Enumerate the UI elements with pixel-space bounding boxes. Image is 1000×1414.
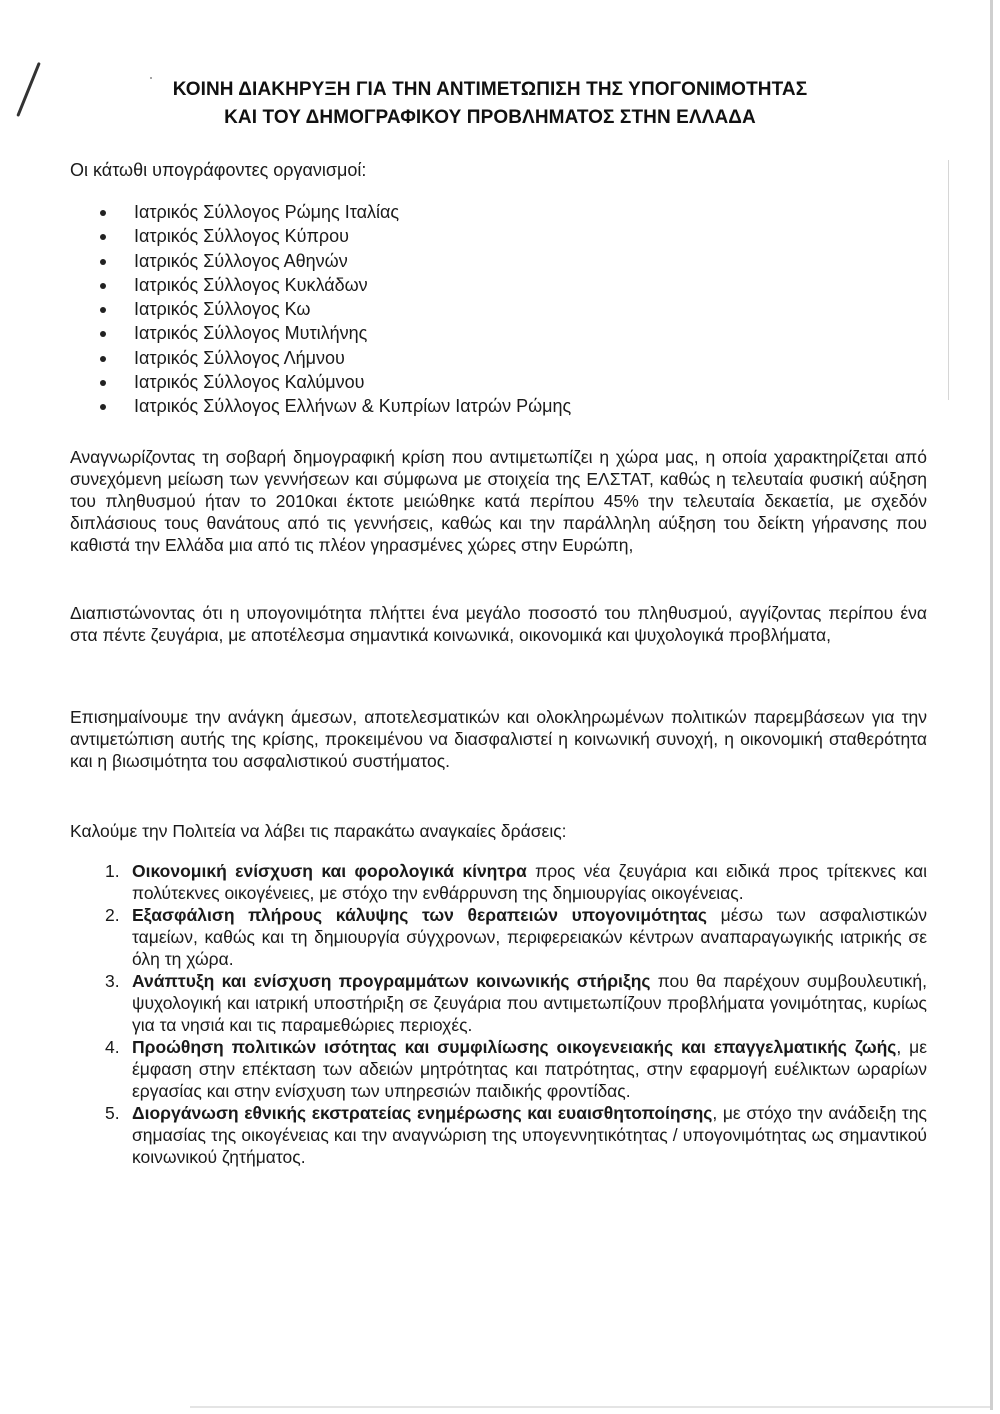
bullet-icon: [100, 356, 106, 362]
organization-item: [92, 297, 571, 321]
organization-item: [92, 200, 571, 224]
bullet-icon: [100, 331, 106, 337]
organization-name: Ιατρικός Σύλλογος Μυτιλήνης: [134, 323, 368, 344]
action-text: , με έμφαση στην επέκταση των αδειών μητρότητας και πατρότητας, στην εφαρμογή ευέλικτων ωραρίων εργασίας και στην ενίσχυση των υπηρεσιών παιδικής φροντίδας.: [132, 1037, 928, 1101]
action-text: που θα παρέχουν συμβουλευτική, ψυχολογική και ιατρική υποστήριξη σε ζευγάρια που αντιμετωπίζουν προβλήματα γονιμότητας, κυρίως για τα νησιά και τις παραμεθώριες περιοχές.: [132, 971, 927, 1035]
actions-list: [100, 860, 927, 1168]
paragraph-emphasizing: Επισημαίνουμε την ανάγκη άμεσων, αποτελεσματικών και ολοκληρωμένων πολιτικών παρεμβάσεων για την αντιμετώπιση αυτής της κρίσης, προκειμένου να διασφαλιστεί η κοινωνική συνοχή, η οικονομική σταθερότητα και η βιωσιμότητα του ασφαλιστικού συστήματος.: [70, 707, 927, 771]
action-item: [100, 1036, 927, 1102]
action-number: 3.: [105, 971, 120, 991]
organization-name: Ιατρικός Σύλλογος Λήμνου: [134, 347, 345, 368]
scan-bottom-edge: [190, 1406, 990, 1408]
scan-artifact-line: [948, 160, 949, 400]
action-title: Προώθηση πολιτικών ισότητας και συμφιλίωσης οικογενειακής και επαγγελματικής ζωής: [132, 1037, 897, 1057]
organization-item: [92, 321, 571, 345]
bullet-icon: [100, 380, 106, 386]
action-text: προς νέα ζευγάρια και ειδικά προς τρίτεκνες και πολύτεκνες οικογένειες, με στόχο την ενθάρρυνση της δημιουργίας οικογένειας.: [132, 861, 927, 903]
organization-item: [92, 370, 571, 394]
document-title: [145, 76, 835, 132]
organization-name: Ιατρικός Σύλλογος Ρώμης Ιταλίας: [134, 202, 400, 222]
organization-item: [92, 224, 571, 248]
paragraph-call-to-action: Καλούμε την Πολιτεία να λάβει τις παρακάτω αναγκαίες δράσεις:: [70, 821, 567, 841]
action-item: [100, 904, 927, 970]
bullet-icon: [100, 404, 106, 410]
action-text: μέσω των ασφαλιστικών ταμείων, καθώς και τη δημιουργία σύγχρονων, περιφερειακών κέντρων αναπαραγωγικής ιατρικής σε όλη τη χώρα.: [132, 905, 927, 969]
organization-item: [92, 273, 571, 297]
action-title: Ανάπτυξη και ενίσχυση προγραμμάτων κοινωνικής στήριξης: [132, 971, 651, 991]
organization-name: Ιατρικός Σύλλογος Κω: [134, 299, 311, 320]
action-item: [100, 970, 927, 1036]
action-title: Εξασφάλιση πλήρους κάλυψης των θεραπειών υπογονιμότητας: [132, 905, 708, 925]
action-number: 5.: [105, 1103, 120, 1123]
organization-name: Ιατρικός Σύλλογος Καλύμνου: [134, 372, 365, 393]
organization-item: [92, 249, 571, 273]
paragraph-recognizing: Αναγνωρίζοντας τη σοβαρή δημογραφική κρίση που αντιμετωπίζει η χώρα μας, η οποία χαρακτηρίζεται από συνεχόμενη μείωση των γεννήσεων και σύμφωνα με στοιχεία της ΕΛΣΤΑΤ, καθώς η τελευταία φυσική αύξηση του πληθυσμού ήταν το 2010και έκτοτε μειώθηκε κατά περίπου 45% την τελευταία δεκαετία, με σχεδόν διπλάσιους τους θανάτους από τις γεννήσεις, καθώς και την παράλληλη αύξηση του δείκτη γήρανσης που καθιστά την Ελλάδα μια από τις πλέον γηρασμένες χώρες στην Ευρώπη,: [70, 447, 927, 555]
action-number: 4.: [105, 1037, 120, 1057]
bullet-icon: [100, 210, 106, 216]
intro-text: Οι κάτωθι υπογράφοντες οργανισμοί:: [70, 160, 367, 180]
title-line-1: ΚΟΙΝΗ ΔΙΑΚΗΡΥΞΗ ΓΙΑ ΤΗΝ ΑΝΤΙΜΕΤΩΠΙΣΗ ΤΗΣ ΥΠΟΓΟΝΙΜΟΤΗΤΑΣ: [172, 79, 808, 100]
organization-name: Ιατρικός Σύλλογος Ελλήνων & Κυπρίων Ιατρών Ρώμης: [134, 396, 572, 417]
action-number: 1.: [105, 861, 120, 881]
bullet-icon: [100, 259, 106, 265]
bullet-icon: [100, 307, 106, 313]
action-item: [100, 1102, 927, 1168]
organizations-list: [92, 200, 571, 419]
handwritten-slash-mark: [16, 62, 41, 117]
organization-name: Ιατρικός Σύλλογος Κυκλάδων: [134, 274, 368, 295]
organization-name: Ιατρικός Σύλλογος Κύπρου: [134, 226, 349, 247]
action-number: 2.: [105, 905, 120, 925]
action-title: Διοργάνωση εθνικής εκστρατείας ενημέρωσης και ευαισθητοποίησης: [132, 1103, 713, 1123]
bullet-icon: [100, 283, 106, 289]
bullet-icon: [100, 234, 106, 240]
action-title: Οικονομική ενίσχυση και φορολογικά κίνητρα: [132, 861, 527, 881]
organization-item: [92, 346, 571, 370]
title-line-2: ΚΑΙ ΤΟΥ ΔΗΜΟΓΡΑΦΙΚΟΥ ΠΡΟΒΛΗΜΑΤΟΣ ΣΤΗΝ ΕΛΛΑΔΑ: [224, 107, 756, 128]
organization-item: [92, 394, 571, 418]
action-item: [100, 860, 927, 904]
organization-name: Ιατρικός Σύλλογος Αθηνών: [134, 250, 348, 271]
scan-page-edge: [990, 0, 993, 1410]
action-text: , με στόχο την ανάδειξη της σημασίας της οικογένειας και την αναγνώριση της υπογεννητικότητας / υπογονιμότητας ως σημαντικού κοινωνικού ζητήματος.: [132, 1103, 927, 1167]
paragraph-finding: Διαπιστώνοντας ότι η υπογονιμότητα πλήττει ένα μεγάλο ποσοστό του πληθυσμού, αγγίζοντας περίπου ένα στα πέντε ζευγάρια, με αποτέλεσμα σημαντικά κοινωνικά, οικονομικά και ψυχολογικά προβλήματα,: [70, 603, 927, 645]
